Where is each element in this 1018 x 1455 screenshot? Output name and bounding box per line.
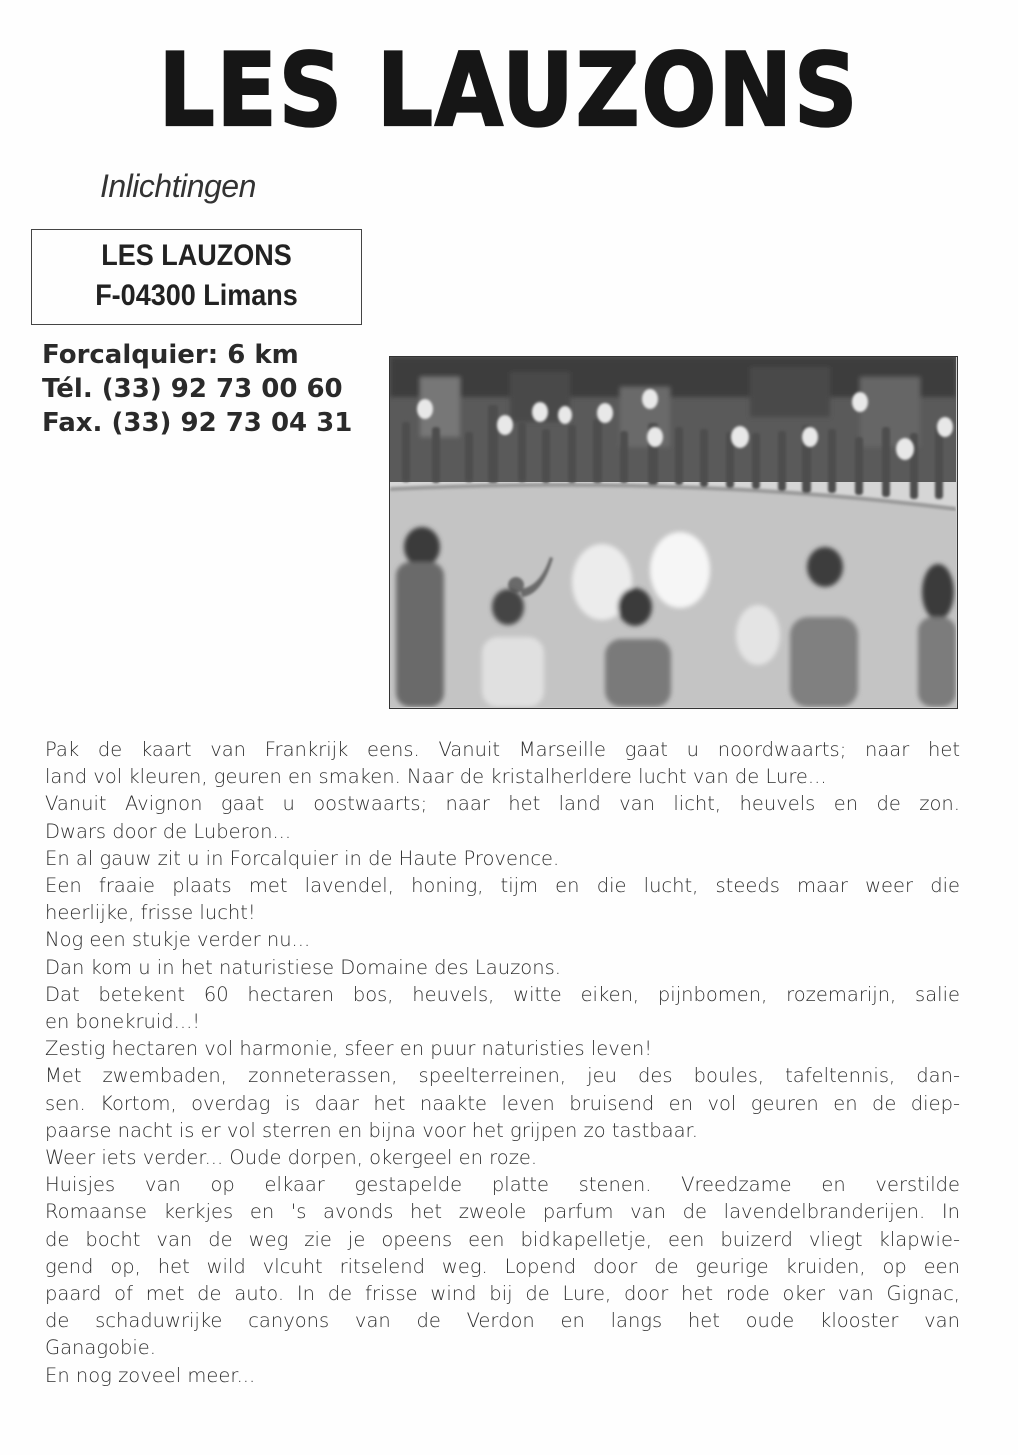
address-name: LES LAUZONS xyxy=(101,239,292,272)
body-line: Romaanse kerkjes en 's avonds het zweole parfum van de lavendelbranderijen. In xyxy=(45,1200,960,1224)
body-line: heerlijke, frisse lucht! xyxy=(45,901,256,925)
section-subtitle: Inlichtingen xyxy=(100,168,256,204)
body-line: Pak de kaart van Frankrijk eens. Vanuit Marseille gaat u noordwaarts; naar het xyxy=(45,738,960,761)
address-postal: F-04300 Limans xyxy=(95,279,298,312)
body-line: paarse nacht is er vol sterren en bijna voor het grijpen zo tastbaar. xyxy=(45,1118,698,1142)
body-line: gend op, het wild vlcuht ritselend weg. Lopend door de geurige kruiden, op een xyxy=(45,1254,960,1278)
fax-text: Fax. (33) 92 73 04 31 xyxy=(42,408,353,438)
body-line: Dwars door de Luberon... xyxy=(45,819,292,843)
body-line: sen. Kortom, overdag is daar het naakte leven bruisend en vol geuren en de diep- xyxy=(45,1091,960,1115)
body-line: Met zwembaden, zonneterassen, speelterreinen, jeu des boules, tafeltennis, dan- xyxy=(45,1064,960,1088)
body-line: Een fraaie plaats met lavendel, honing, tijm en die lucht, steeds maar weer die xyxy=(45,874,960,898)
body-line: En al gauw zit u in Forcalquier in de Haute Provence. xyxy=(45,846,560,870)
phone-text: Tél. (33) 92 73 00 60 xyxy=(42,374,343,404)
body-line: Huisjes van op elkaar gestapelde platte stenen. Vreedzame en verstilde xyxy=(45,1173,960,1197)
body-line: land vol kleuren, geuren en smaken. Naar de kristalherldere lucht van de Lure... xyxy=(45,765,827,789)
page-title: LES LAUZONS xyxy=(158,30,860,150)
body-line: de schaduwrijke canyons van de Verdon en langs het oude klooster van xyxy=(45,1309,960,1333)
body-line: en bonekruid...! xyxy=(45,1010,201,1034)
contact-info xyxy=(42,338,352,440)
body-line: Zestig hectaren vol harmonie, sfeer en puur naturisties leven! xyxy=(45,1037,653,1061)
body-line: Weer iets verder... Oude dorpen, okergeel en roze. xyxy=(45,1146,538,1170)
address-box xyxy=(31,229,362,325)
body-line: Ganagobie. xyxy=(45,1336,156,1360)
body-line: Vanuit Avignon gaat u oostwaarts; naar het land van licht, heuvels en de zon. xyxy=(45,792,960,816)
distance-text: Forcalquier: 6 km xyxy=(42,340,299,370)
photo-image xyxy=(390,357,956,707)
photo-pool-children-balloons xyxy=(389,356,958,709)
body-line: paard of met de auto. In de frisse wind bij de Lure, door het rode oker van Gignac, xyxy=(45,1282,960,1306)
body-text xyxy=(45,736,960,1389)
body-line: Dan kom u in het naturistiese Domaine des Lauzons. xyxy=(45,955,561,979)
body-line: Dat betekent 60 hectaren bos, heuvels, witte eiken, pijnbomen, rozemarijn, salie xyxy=(45,982,960,1006)
body-line: Nog een stukje verder nu... xyxy=(45,928,311,952)
body-line: En nog zoveel meer... xyxy=(45,1363,256,1387)
body-line: de bocht van de weg zie je opeens een bidkapelletje, een buizerd vliegt klapwie- xyxy=(45,1227,960,1251)
